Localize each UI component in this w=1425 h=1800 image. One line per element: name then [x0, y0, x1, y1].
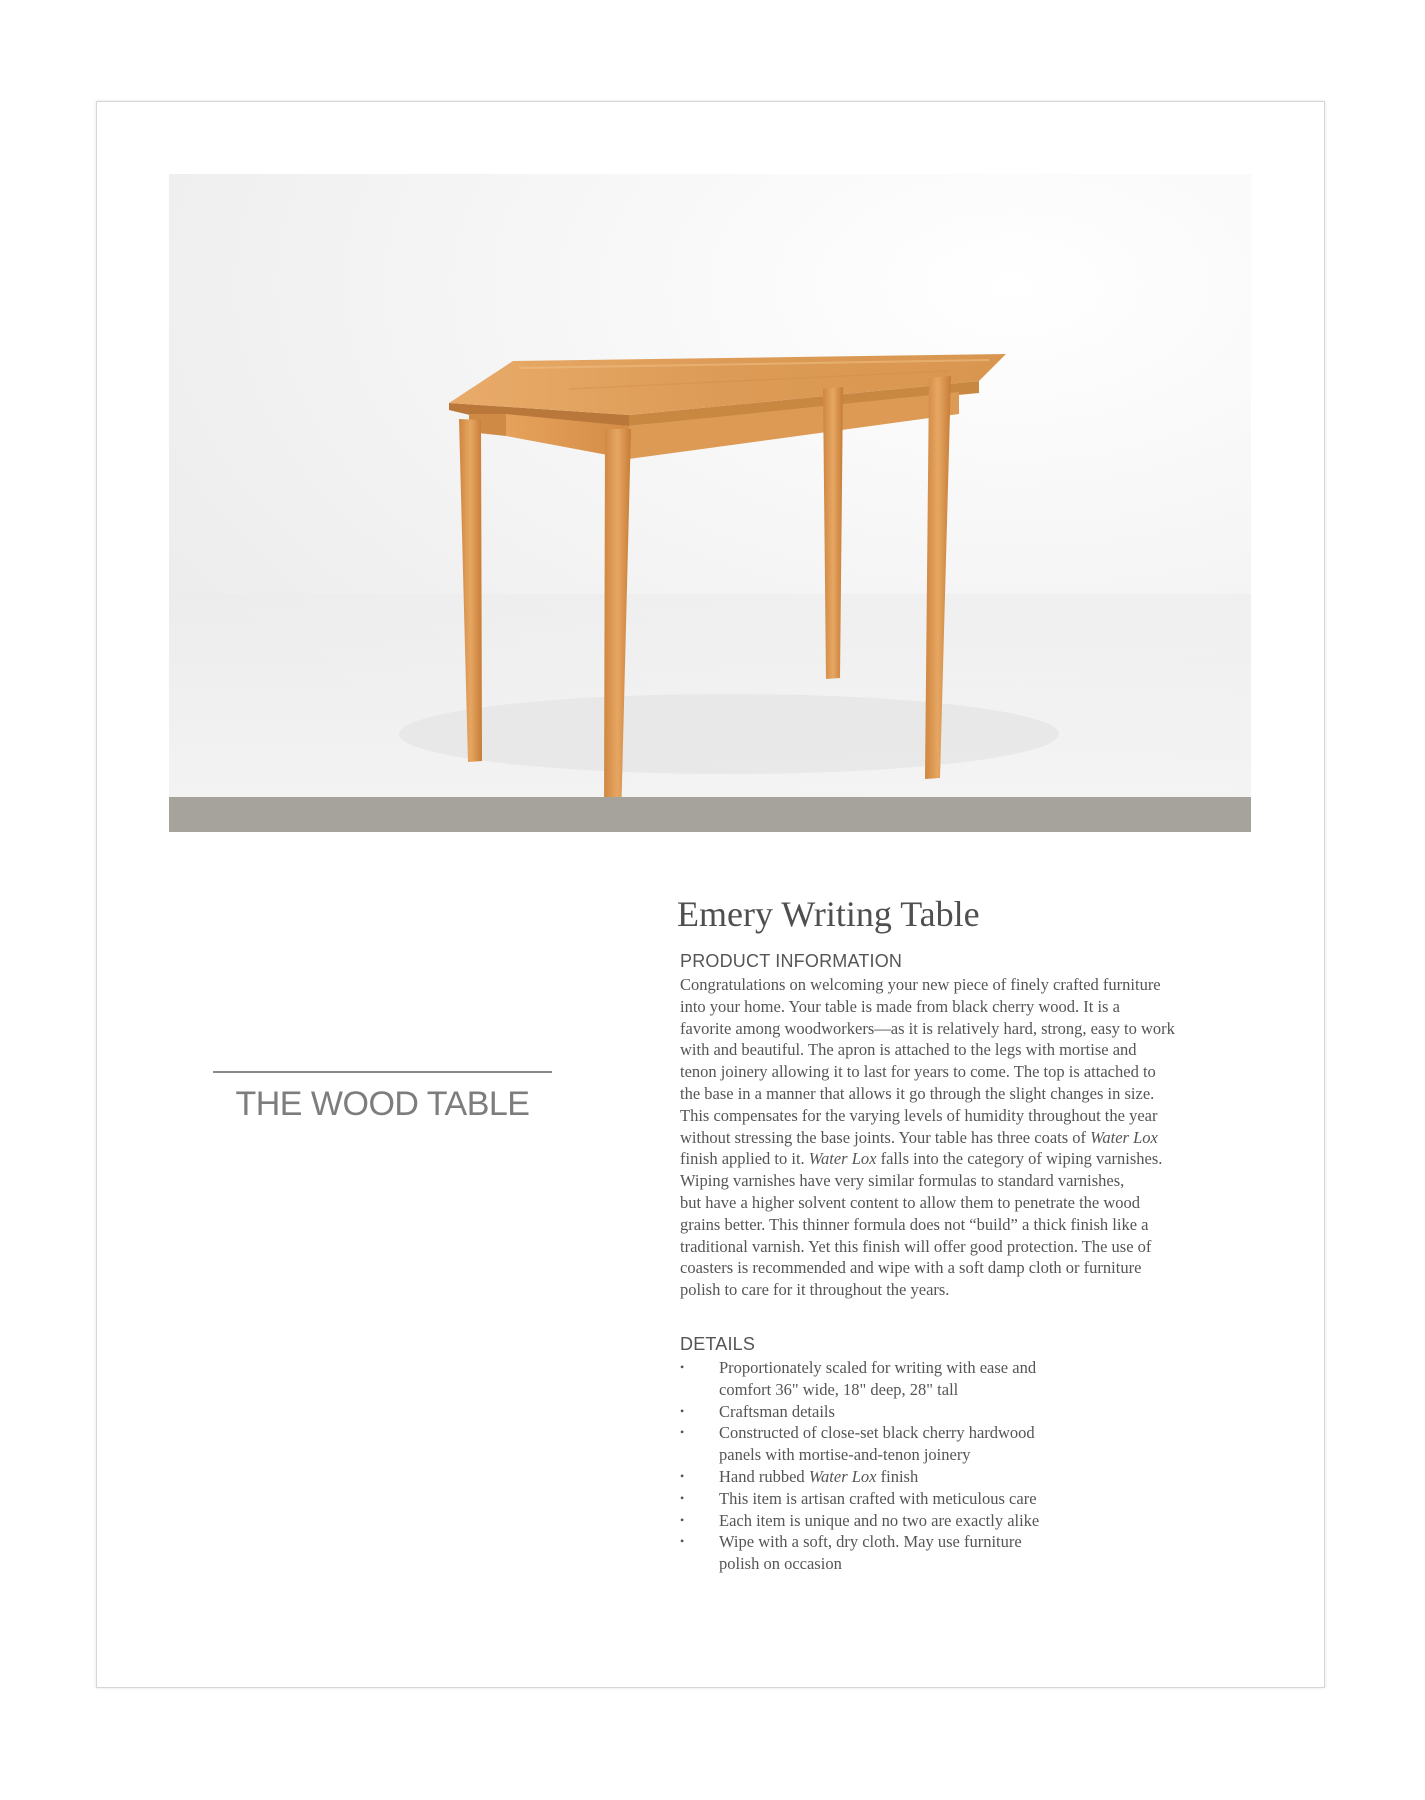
text-line: Constructed of close-set black cherry hardwood	[719, 1423, 1035, 1443]
text-line: favorite among woodworkers—as it is relatively hard, strong, easy to work	[680, 1018, 1175, 1038]
text-line: Wipe with a soft, dry cloth. May use furniture	[719, 1532, 1022, 1552]
catalog-page	[96, 101, 1325, 1688]
bullet-icon: •	[680, 1534, 685, 1549]
accent-band	[169, 797, 1251, 832]
text-line: comfort 36" wide, 18" deep, 28" tall	[719, 1379, 959, 1399]
bullet-icon: •	[680, 1490, 685, 1505]
text-line	[680, 1127, 1237, 1149]
product-information-heading: PRODUCT INFORMATION	[680, 951, 903, 971]
text-line: Wiping varnishes have very similar formulas to standard varnishes,	[680, 1171, 1125, 1191]
text-line: the base in a manner that allows it go through the slight changes in size.	[680, 1083, 1155, 1103]
list-item	[680, 1401, 1237, 1423]
text-line: traditional varnish. Yet this finish will offer good protection. The use of	[680, 1236, 1152, 1256]
text-line: panels with mortise-and-tenon joinery	[719, 1445, 971, 1465]
product-information-text	[680, 974, 1237, 1301]
text-line: but have a higher solvent content to allow them to penetrate the wood	[680, 1192, 1141, 1212]
text-line: polish on occasion	[719, 1554, 842, 1574]
list-item	[680, 1466, 1237, 1488]
details-list	[677, 1357, 1237, 1575]
product-content	[677, 892, 1237, 1575]
bullet-icon: •	[680, 1403, 685, 1418]
text-line: Craftsman details	[719, 1401, 835, 1421]
text-line: into your home. Your table is made from black cherry wood. It is a	[680, 996, 1120, 1016]
brand-name: Water Lox	[808, 1466, 877, 1486]
text-line: coasters is recommended and wipe with a soft damp cloth or furniture	[680, 1258, 1142, 1278]
text-segment: finish	[880, 1466, 919, 1486]
text-segment: without stressing the base joints. Your table has three coats of	[680, 1127, 1087, 1147]
text-segment: finish applied to it.	[680, 1149, 805, 1169]
brand-name: Water Lox	[1090, 1127, 1158, 1147]
text-line	[680, 1148, 1237, 1170]
table-photo	[169, 174, 1251, 797]
product-title: Emery Writing Table	[677, 894, 980, 934]
text-line: grains better. This thinner formula does not “build” a thick finish like a	[680, 1214, 1149, 1234]
bullet-icon: •	[680, 1468, 685, 1483]
table-illustration	[169, 174, 1251, 797]
text-line: This compensates for the varying levels of humidity throughout the year	[680, 1105, 1158, 1125]
text-line: polish to care for it throughout the years.	[680, 1280, 950, 1300]
brand-name: Water Lox	[808, 1149, 877, 1169]
list-item	[680, 1422, 1237, 1466]
text-line: Congratulations on welcoming your new piece of finely crafted furniture	[680, 975, 1161, 994]
text-segment: Hand rubbed	[719, 1466, 805, 1486]
text-line: This item is artisan crafted with meticulous care	[719, 1488, 1037, 1508]
bullet-icon: •	[680, 1359, 685, 1374]
text-segment: falls into the category of wiping varnishes.	[880, 1149, 1163, 1169]
list-item	[680, 1510, 1237, 1532]
text-line	[719, 1466, 1237, 1488]
text-line: with and beautiful. The apron is attached to the legs with mortise and	[680, 1040, 1137, 1060]
text-line: Proportionately scaled for writing with ease and	[719, 1357, 1037, 1377]
bullet-icon: •	[680, 1425, 685, 1440]
text-line: tenon joinery allowing it to last for years to come. The top is attached to	[680, 1062, 1156, 1082]
list-item	[680, 1531, 1237, 1575]
text-line: Each item is unique and no two are exactly alike	[719, 1510, 1040, 1530]
divider	[213, 1071, 552, 1073]
bullet-icon: •	[680, 1512, 685, 1527]
details-heading: DETAILS	[680, 1333, 756, 1354]
section-title: THE WOOD TABLE	[235, 1085, 530, 1123]
list-item	[680, 1357, 1237, 1401]
list-item	[680, 1488, 1237, 1510]
